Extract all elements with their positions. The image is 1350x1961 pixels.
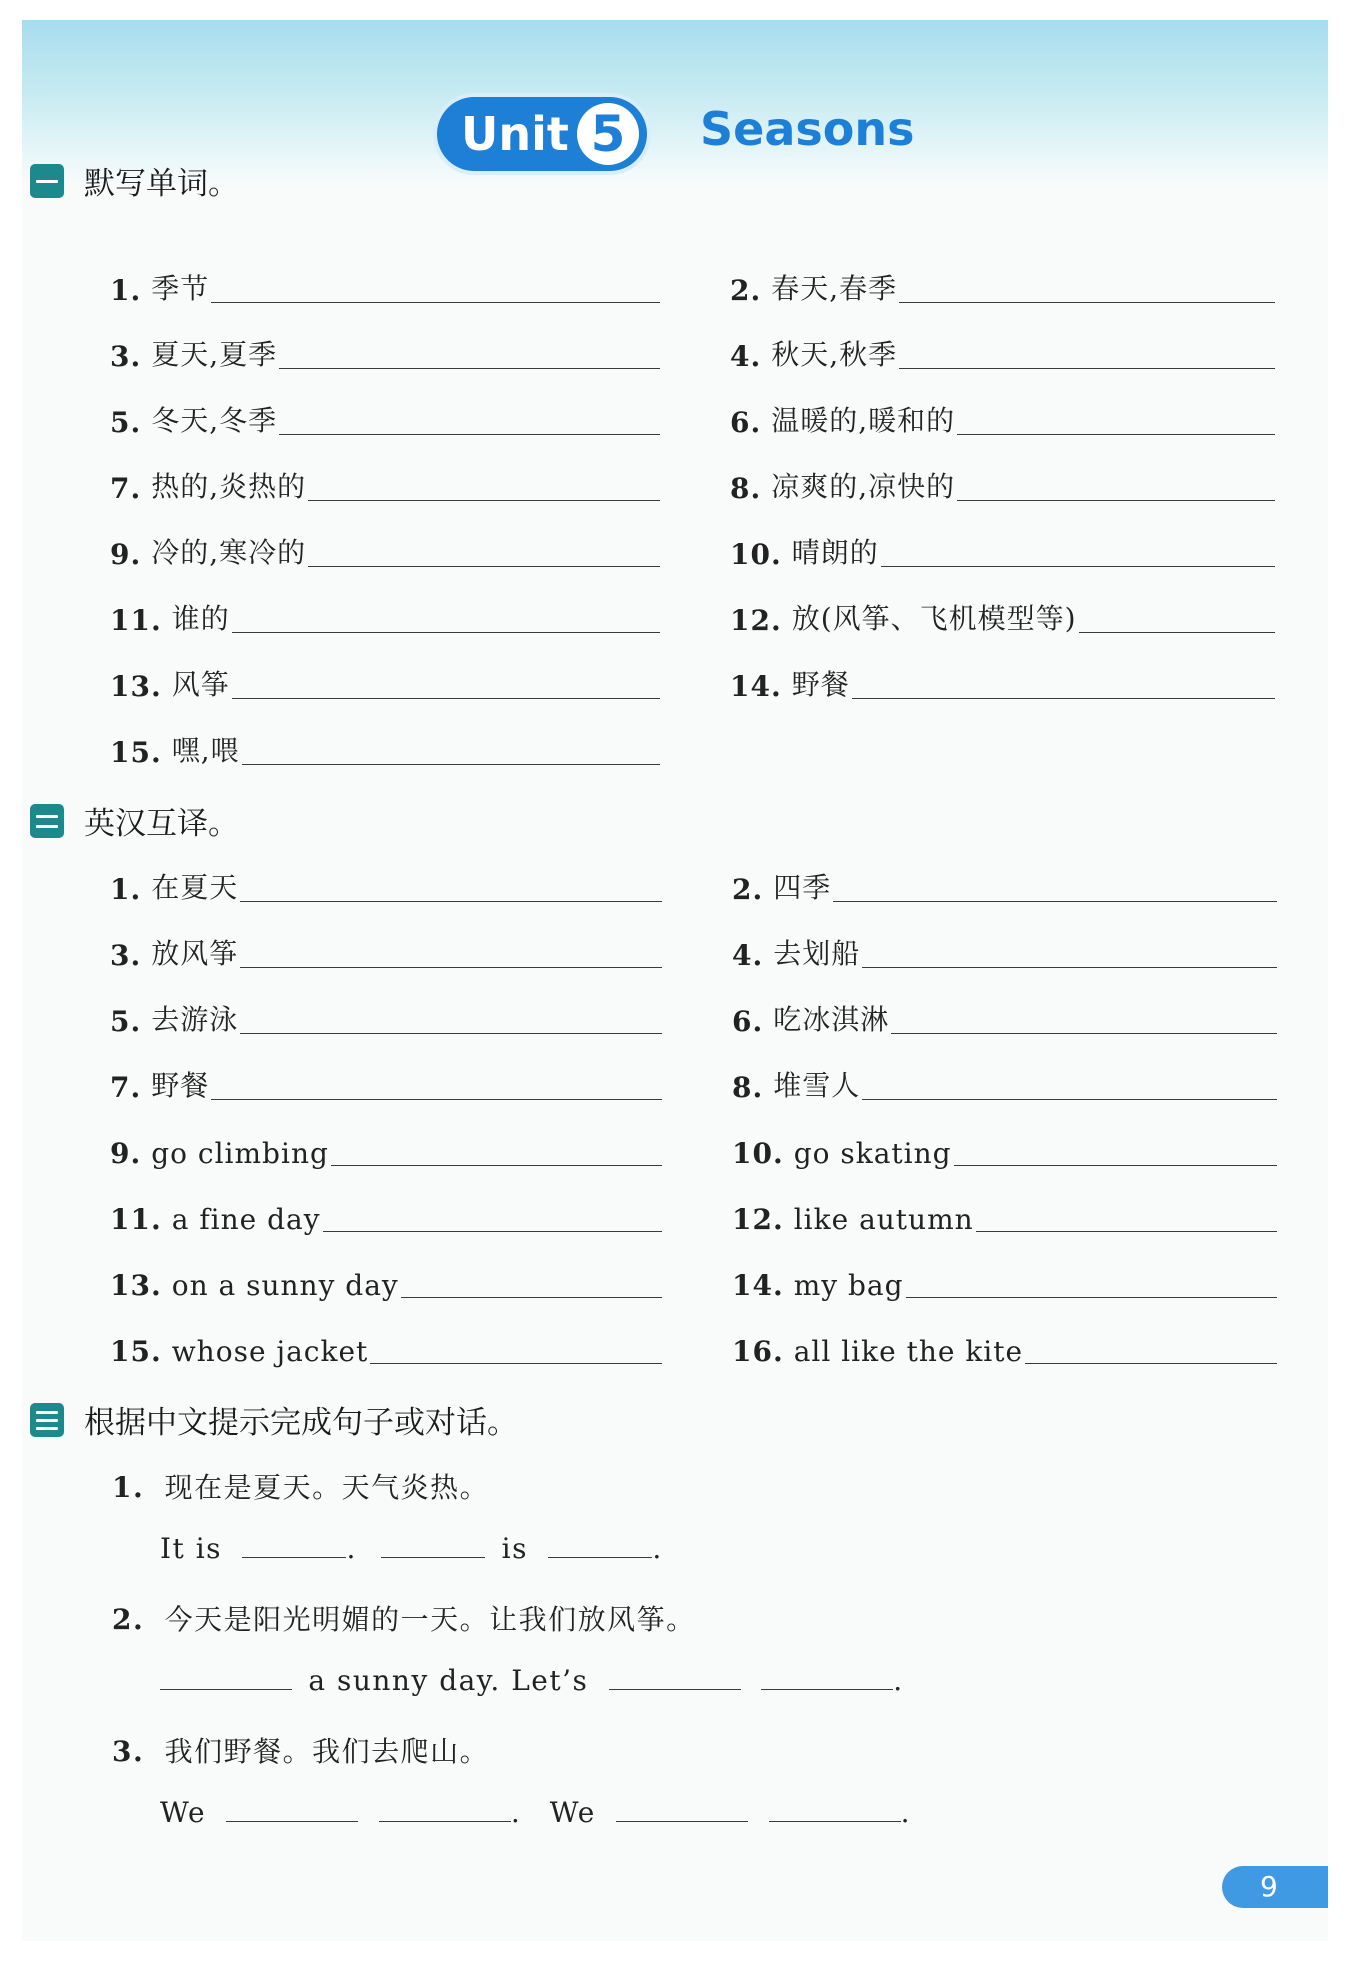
item-number: 8. — [730, 472, 762, 505]
item-label: 温暖的,暖和的 — [771, 404, 956, 437]
answer-line[interactable] — [232, 697, 660, 699]
item-label: all like the kite — [793, 1335, 1024, 1368]
item-label: 冷的,寒冷的 — [151, 536, 307, 569]
answer-text: We — [160, 1796, 207, 1829]
s2-item-1 — [110, 864, 662, 906]
answer-text: . — [893, 1664, 904, 1697]
answer-line[interactable] — [240, 1032, 662, 1034]
item-number: 16. — [732, 1335, 784, 1368]
s1-item-4 — [730, 331, 1275, 373]
section-2-number-icon — [30, 804, 64, 838]
item-number: 6. — [730, 406, 762, 439]
answer-line[interactable] — [906, 1296, 1277, 1298]
item-label: 热的,炎热的 — [151, 470, 307, 503]
item-label: like autumn — [793, 1203, 974, 1236]
answer-line[interactable] — [852, 697, 1275, 699]
item-number: 6. — [732, 1005, 764, 1038]
s1-item-1 — [110, 265, 660, 307]
item-number: 2. — [732, 873, 764, 906]
s3-answer-3 — [160, 1796, 911, 1829]
s1-item-14 — [730, 661, 1275, 703]
item-label: 风筝 — [171, 668, 230, 701]
item-number: 13. — [110, 1269, 162, 1302]
unit-title: Seasons — [700, 102, 915, 156]
section-2-title: 英汉互译。 — [84, 806, 239, 842]
s2-item-5 — [110, 996, 662, 1038]
answer-blank[interactable] — [761, 1683, 893, 1690]
answer-line[interactable] — [242, 763, 660, 765]
answer-line[interactable] — [370, 1362, 662, 1364]
s1-item-5 — [110, 397, 660, 439]
item-number: 12. — [732, 1203, 784, 1236]
item-label: 谁的 — [171, 602, 230, 635]
answer-text: . — [346, 1532, 357, 1565]
s3-answer-2 — [160, 1664, 904, 1697]
s2-item-9 — [110, 1128, 662, 1170]
item-label: 吃冰淇淋 — [773, 1003, 890, 1036]
item-label: 冬天,冬季 — [151, 404, 278, 437]
page-number: 9 — [1222, 1866, 1328, 1908]
unit-number: 5 — [577, 103, 639, 165]
answer-text: a sunny day. Let’s — [308, 1664, 589, 1697]
item-number: 1. — [110, 274, 142, 307]
answer-text: . — [510, 1796, 522, 1829]
item-number: 15. — [110, 736, 162, 769]
item-label: 放(风筝、飞机模型等) — [791, 602, 1077, 635]
answer-blank[interactable] — [160, 1683, 292, 1690]
s2-item-14 — [732, 1260, 1277, 1302]
item-label: on a sunny day — [171, 1269, 399, 1302]
item-number: 12. — [730, 604, 782, 637]
s1-item-9 — [110, 529, 660, 571]
s1-item-11 — [110, 595, 660, 637]
item-label: 在夏天 — [151, 871, 239, 904]
answer-line[interactable] — [891, 1032, 1277, 1034]
section-1-number-icon — [30, 164, 64, 198]
s3-question-1 — [112, 1466, 489, 1506]
item-label: 晴朗的 — [791, 536, 879, 569]
s2-item-7 — [110, 1062, 662, 1104]
item-number: 11. — [110, 604, 162, 637]
s2-item-11 — [110, 1194, 662, 1236]
s1-item-2 — [730, 265, 1275, 307]
answer-blank[interactable] — [379, 1815, 511, 1822]
answer-text: . — [900, 1796, 911, 1829]
question-prompt: 今天是阳光明媚的一天。让我们放风筝。 — [164, 1603, 696, 1636]
answer-line[interactable] — [957, 499, 1275, 501]
section-2-heading — [30, 798, 239, 843]
item-label: 秋天,秋季 — [771, 338, 898, 371]
item-label: 去划船 — [773, 937, 861, 970]
item-number: 7. — [110, 1071, 142, 1104]
item-label: 夏天,夏季 — [151, 338, 278, 371]
item-label: 去游泳 — [151, 1003, 239, 1036]
item-number: 9. — [110, 538, 142, 571]
answer-line[interactable] — [833, 900, 1277, 902]
item-number: 10. — [732, 1137, 784, 1170]
item-number: 1. — [112, 1471, 145, 1504]
item-label: 四季 — [773, 871, 832, 904]
s3-question-2 — [112, 1598, 696, 1638]
item-number: 14. — [730, 670, 782, 703]
s2-item-12 — [732, 1194, 1277, 1236]
answer-line[interactable] — [331, 1164, 662, 1166]
answer-blank[interactable] — [381, 1551, 485, 1558]
section-3-heading — [30, 1397, 518, 1442]
s1-item-15 — [110, 727, 660, 769]
item-number: 9. — [110, 1137, 142, 1170]
item-number: 3. — [110, 939, 142, 972]
answer-blank[interactable] — [616, 1815, 748, 1822]
item-label: 堆雪人 — [773, 1069, 861, 1102]
item-label: 春天,春季 — [771, 272, 898, 305]
s3-answer-1 — [160, 1532, 663, 1565]
s1-item-12 — [730, 595, 1275, 637]
unit-badge — [437, 97, 647, 171]
item-label: 嘿,喂 — [171, 734, 240, 767]
s2-item-6 — [732, 996, 1277, 1038]
answer-line[interactable] — [323, 1230, 662, 1232]
item-number: 3. — [110, 340, 142, 373]
s2-item-10 — [732, 1128, 1277, 1170]
item-number: 4. — [730, 340, 762, 373]
answer-blank[interactable] — [242, 1551, 346, 1558]
answer-line[interactable] — [1079, 631, 1275, 633]
item-number: 5. — [110, 1005, 142, 1038]
answer-line[interactable] — [862, 966, 1277, 968]
question-prompt: 我们野餐。我们去爬山。 — [164, 1735, 490, 1768]
s1-item-3 — [110, 331, 660, 373]
answer-text: We — [549, 1796, 596, 1829]
answer-line[interactable] — [1025, 1362, 1277, 1364]
unit-word: Unit — [461, 107, 569, 161]
answer-line[interactable] — [211, 301, 660, 303]
item-label: whose jacket — [171, 1335, 369, 1368]
answer-text: . — [652, 1532, 663, 1565]
item-label: my bag — [793, 1269, 904, 1302]
s2-item-13 — [110, 1260, 662, 1302]
item-number: 13. — [110, 670, 162, 703]
s2-item-4 — [732, 930, 1277, 972]
s1-item-6 — [730, 397, 1275, 439]
answer-line[interactable] — [862, 1098, 1277, 1100]
item-number: 10. — [730, 538, 782, 571]
s2-item-8 — [732, 1062, 1277, 1104]
s2-item-3 — [110, 930, 662, 972]
item-number: 14. — [732, 1269, 784, 1302]
answer-line[interactable] — [957, 433, 1275, 435]
answer-line[interactable] — [899, 367, 1275, 369]
item-label: a fine day — [171, 1203, 321, 1236]
s1-item-13 — [110, 661, 660, 703]
section-1-title: 默写单词。 — [84, 166, 239, 202]
item-label: 季节 — [151, 272, 210, 305]
item-number: 8. — [732, 1071, 764, 1104]
s1-item-8 — [730, 463, 1275, 505]
worksheet-page — [22, 20, 1328, 1941]
answer-line[interactable] — [308, 499, 660, 501]
s2-item-2 — [732, 864, 1277, 906]
answer-blank[interactable] — [226, 1815, 358, 1822]
item-number: 3. — [112, 1735, 145, 1768]
question-prompt: 现在是夏天。天气炎热。 — [164, 1471, 490, 1504]
answer-line[interactable] — [401, 1296, 662, 1298]
s2-item-16 — [732, 1326, 1277, 1368]
section-3-title: 根据中文提示完成句子或对话。 — [84, 1405, 518, 1441]
item-label: 放风筝 — [151, 937, 239, 970]
item-label: 凉爽的,凉快的 — [771, 470, 956, 503]
item-label: 野餐 — [791, 668, 850, 701]
answer-line[interactable] — [240, 900, 662, 902]
answer-line[interactable] — [279, 433, 660, 435]
s1-item-10 — [730, 529, 1275, 571]
section-3-number-icon — [30, 1403, 64, 1437]
item-number: 15. — [110, 1335, 162, 1368]
answer-line[interactable] — [954, 1164, 1277, 1166]
answer-line[interactable] — [899, 301, 1275, 303]
s1-item-7 — [110, 463, 660, 505]
answer-blank[interactable] — [769, 1815, 901, 1822]
answer-line[interactable] — [232, 631, 660, 633]
section-1-heading — [30, 158, 239, 203]
item-number: 7. — [110, 472, 142, 505]
item-number: 1. — [110, 873, 142, 906]
item-label: 野餐 — [151, 1069, 210, 1102]
answer-line[interactable] — [881, 565, 1275, 567]
answer-blank[interactable] — [609, 1683, 741, 1690]
answer-text: It is — [160, 1532, 223, 1565]
s3-question-3 — [112, 1730, 489, 1770]
answer-line[interactable] — [976, 1230, 1277, 1232]
item-number: 2. — [112, 1603, 145, 1636]
answer-line[interactable] — [211, 1098, 662, 1100]
answer-line[interactable] — [308, 565, 660, 567]
item-label: go skating — [793, 1137, 952, 1170]
item-number: 11. — [110, 1203, 162, 1236]
item-number: 5. — [110, 406, 142, 439]
answer-line[interactable] — [279, 367, 660, 369]
item-label: go climbing — [151, 1137, 329, 1170]
answer-line[interactable] — [240, 966, 662, 968]
item-number: 4. — [732, 939, 764, 972]
answer-text: is — [501, 1532, 528, 1565]
answer-blank[interactable] — [548, 1551, 652, 1558]
item-number: 2. — [730, 274, 762, 307]
s2-item-15 — [110, 1326, 662, 1368]
